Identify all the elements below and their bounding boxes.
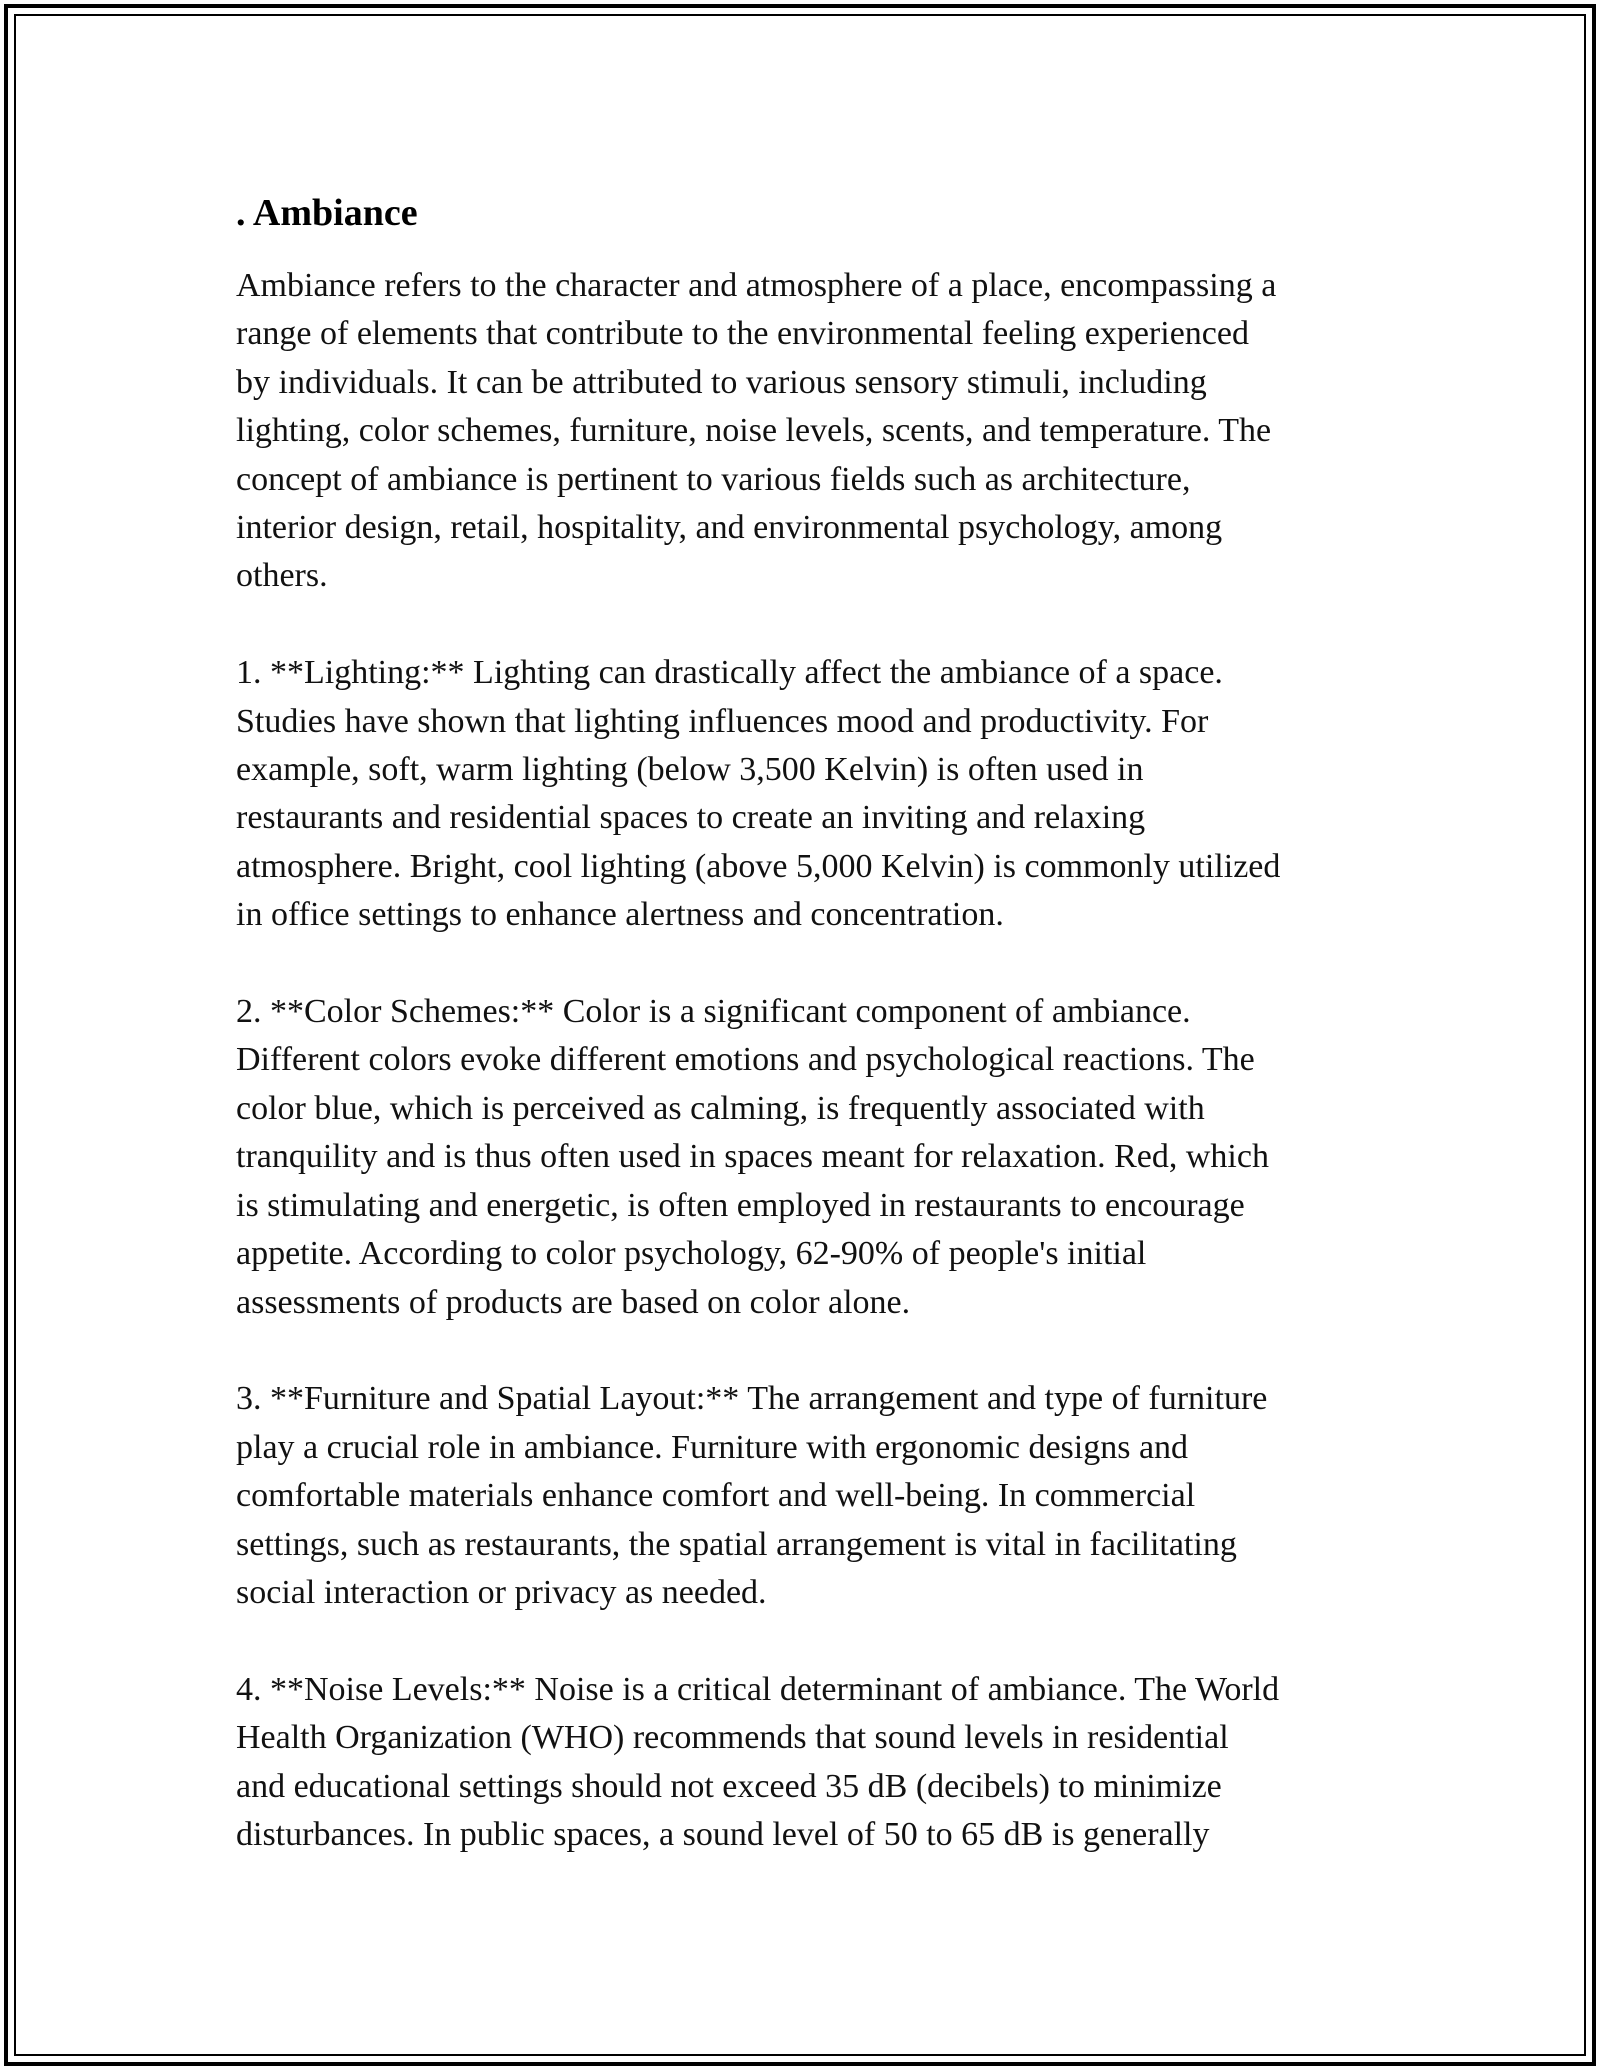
- section-heading: . Ambiance: [236, 192, 418, 234]
- paragraph-noise-levels: 4. **Noise Levels:** Noise is a critical determinant of ambiance. The World Health Organization (WHO) recommends that sound levels in residential and educational settings should not exceed 35 dB (decibels) to minimize disturbances. In public spaces, a sound level of 50 to 65 dB is generally: [236, 1670, 1280, 1853]
- paragraph-furniture: 3. **Furniture and Spatial Layout:** The arrangement and type of furniture play a crucial role in ambiance. Furniture with ergonomic designs and comfortable materials enhance comfort and well-being. In commercial settings, such as restaurants, the spatial arrangement is vital in facilitating social interaction or privacy as needed.: [236, 1380, 1268, 1611]
- document-body: [236, 186, 1376, 1859]
- paragraph-intro: Ambiance refers to the character and atmosphere of a place, encompassing a range of elements that contribute to the environmental feeling experienced by individuals. It can be attributed to various sensory stimuli, including lighting, color schemes, furniture, noise levels, scents, and temperature. The concept of ambiance is pertinent to various fields such as architecture, interior design, retail, hospitality, and environmental psychology, among others.: [236, 267, 1277, 595]
- paragraph-lighting: 1. **Lighting:** Lighting can drastically affect the ambiance of a space. Studies have shown that lighting influences mood and productivity. For example, soft, warm lighting (below 3,500 Kelvin) is often used in restaurants and residential spaces to create an inviting and relaxing atmosphere. Bright, cool lighting (above 5,000 Kelvin) is commonly utilized in office settings to enhance alertness and concentration.: [236, 654, 1281, 934]
- paragraph-color-schemes: 2. **Color Schemes:** Color is a significant component of ambiance. Different colors evoke different emotions and psychological reactions. The color blue, which is perceived as calming, is frequently associated with tranquility and is thus often used in spaces meant for relaxation. Red, which is stimulating and energetic, is often employed in restaurants to encourage appetite. According to color psychology, 62-90% of people's initial assessments of products are based on color alone.: [236, 993, 1269, 1321]
